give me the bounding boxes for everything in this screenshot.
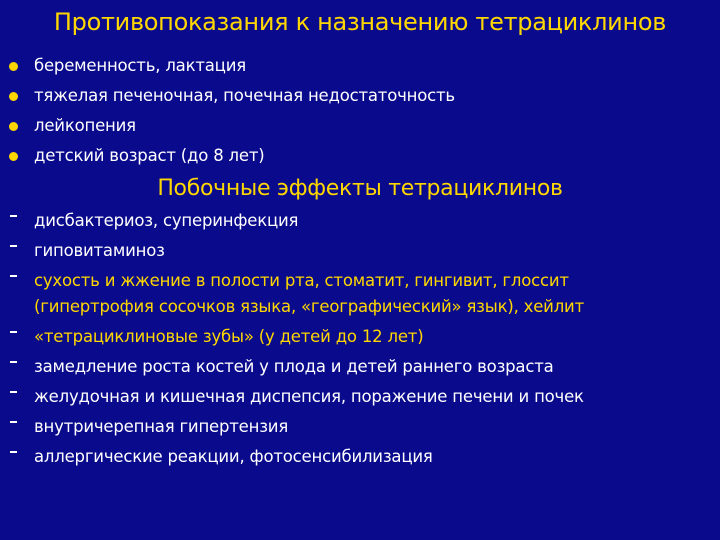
list-item-text: аллергические реакции, фотосенсибилизация (34, 447, 433, 466)
dash-bullet-icon (10, 361, 17, 363)
list-item (8, 144, 708, 174)
list-item (8, 238, 708, 264)
list-item-text: внутричерепная гипертензия (34, 417, 289, 436)
list-item-text: тяжелая печеночная, почечная недостаточность (34, 86, 455, 105)
list-item (8, 268, 708, 320)
list-item-text: гиповитаминоз (34, 241, 165, 260)
list-item-text: сухость и жжение в полости рта, стоматит, гингивит, глоссит (34, 271, 569, 290)
list-item (8, 444, 708, 470)
dash-bullet-icon (10, 215, 17, 217)
slide-title: Противопоказания к назначению тетрациклинов (53, 8, 667, 36)
bullet-dot-icon (9, 122, 18, 131)
dash-bullet-icon (10, 421, 17, 423)
list-item-text: лейкопения (34, 116, 136, 135)
bullet-dot-icon (9, 62, 18, 71)
list-item (8, 54, 708, 84)
list-item-text: беременность, лактация (34, 56, 246, 75)
list-item (8, 354, 708, 380)
list-item-text: дисбактериоз, суперинфекция (34, 211, 299, 230)
dash-bullet-icon (10, 245, 17, 247)
dash-bullet-icon (10, 275, 17, 277)
dash-bullet-icon (10, 331, 17, 333)
list-item (8, 324, 708, 350)
dash-bullet-icon (10, 391, 17, 393)
list-item (8, 208, 708, 234)
list-item (8, 414, 708, 440)
list-item-text-continued: (гипертрофия сосочков языка, «географический» язык), хейлит (34, 297, 584, 316)
side-effects-list (8, 208, 708, 474)
list-item (8, 84, 708, 114)
contraindications-list (8, 54, 708, 174)
list-item-text: замедление роста костей у плода и детей раннего возраста (34, 357, 554, 376)
bullet-dot-icon (9, 152, 18, 161)
list-item-text: детский возраст (до 8 лет) (34, 146, 265, 165)
list-item (8, 114, 708, 144)
list-item-text: желудочная и кишечная диспепсия, поражение печени и почек (34, 387, 584, 406)
dash-bullet-icon (10, 451, 17, 453)
list-item-text: «тетрациклиновые зубы» (у детей до 12 лет) (34, 327, 424, 346)
list-item (8, 384, 708, 410)
bullet-dot-icon (9, 92, 18, 101)
section-subtitle: Побочные эффекты тетрациклинов (157, 176, 563, 201)
